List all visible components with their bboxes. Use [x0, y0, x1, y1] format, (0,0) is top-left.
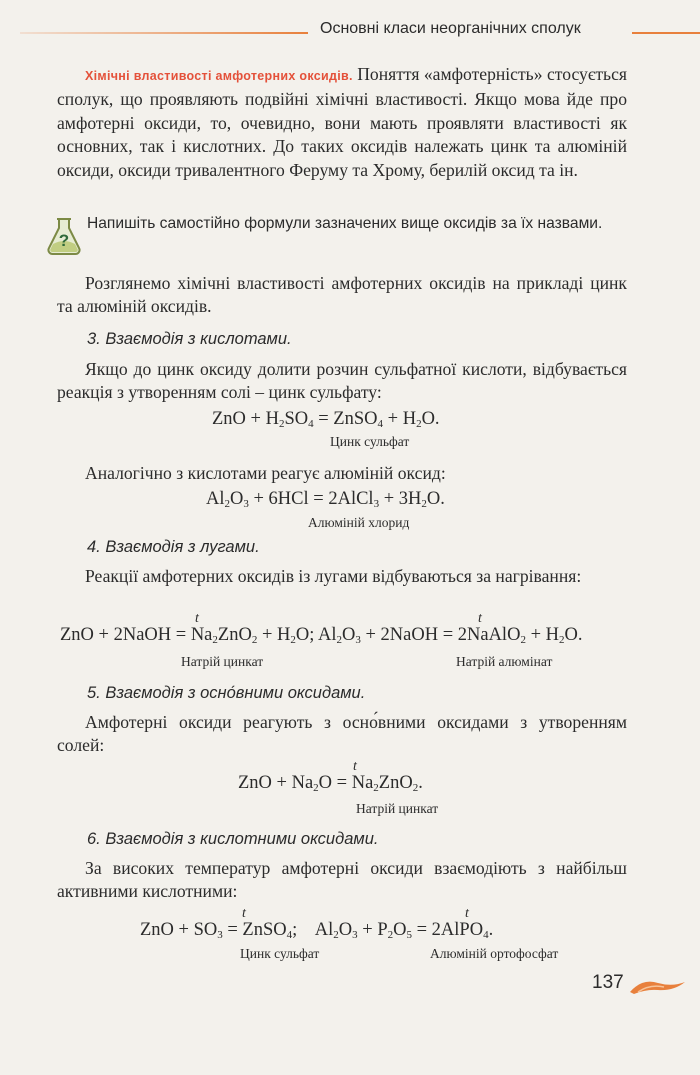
section-6-text: За високих температур амфотерні оксиди взаємодіють з найбільш активними кислотними:	[57, 858, 627, 902]
question-flask-icon	[46, 216, 82, 256]
section-5-heading: 5. Взаємодія з осно́вними оксидами.	[87, 684, 366, 702]
equation-zno-na2o: ZnO + $Na_2O = Na_2ZnO_2$.	[238, 773, 423, 794]
header-rule-left	[20, 32, 308, 34]
page-ornament-icon	[628, 974, 686, 996]
caption-aluminium-orthophosphate: Алюміній ортофосфат	[430, 946, 559, 961]
section-4-heading: 4. Взаємодія з лугами.	[87, 538, 260, 556]
equation-naoh-pair: ZnO + 2NaOH = $Na_2ZnO_2 + H_2O$; $Al_2O_3$ + 2NaOH = 2NaAlO$_2$ + $H_2O$.	[60, 625, 583, 646]
intro-paragraph	[57, 63, 627, 182]
caption-sodium-zincate: Натрій цинкат	[181, 654, 264, 669]
heating-condition: t	[478, 611, 482, 626]
heating-condition: t	[242, 906, 246, 921]
caption-zinc-sulfate: Цинк сульфат	[330, 434, 410, 449]
heating-condition: t	[195, 611, 199, 626]
intro-text: Поняття «амфотерність» стосується сполук, що проявляють подвійні хімічні властивості. Якщо мова йде про амфотерні оксиди, то, очевидно, вони мають проявляти властивості як основних, так і кислотних. До таких оксидів належать цинк та алюміній оксиди, оксиди тривалентного Феруму та Хрому, берилій оксид та ін.	[57, 64, 627, 180]
heating-condition: t	[465, 906, 469, 921]
running-header: Основні класи неорганічних сполук	[320, 20, 581, 37]
consider-paragraph: Розглянемо хімічні властивості амфотерних оксидів на прикладі цинк та алюміній оксидів.	[57, 273, 627, 317]
page-number: 137	[592, 972, 624, 993]
section-6-heading: 6. Взаємодія з кислотними оксидами.	[87, 830, 379, 848]
caption-zinc-sulfate-2: Цинк сульфат	[240, 946, 320, 961]
section-4-text: Реакції амфотерних оксидів із лугами відбуваються за нагрівання:	[85, 566, 582, 586]
section-3-text: Якщо до цинк оксиду долити розчин сульфатної кислоти, відбувається реакція з утворенням солі – цинк сульфату:	[57, 359, 627, 403]
equation-zno-h2so4: ZnO + $H_2SO_4$ = ZnSO$_4$ + $H_2O$.	[212, 409, 440, 430]
caption-aluminium-chloride: Алюміній хлорид	[308, 515, 410, 530]
header-rule-right	[632, 32, 700, 34]
equation-al2o3-hcl: $Al_2O_3 + 6HCl$ = 2AlCl$_3$ + $3H_2O$.	[206, 489, 445, 510]
task-text: Напишіть самостійно формули зазначених вище оксидів за їх назвами.	[87, 215, 603, 232]
section-3-heading: 3. Взаємодія з кислотами.	[87, 330, 292, 348]
equation-acidic-oxides: ZnO + $SO_3$ = ZnSO$_4$; $Al_2O_3 + P_2O_5$ = 2AlPO$_4$.	[140, 920, 494, 941]
section-lead: Хімічні властивості амфотерних оксидів.	[85, 69, 353, 83]
caption-sodium-aluminate: Натрій алюмінат	[456, 654, 553, 669]
section-3-text-2: Аналогічно з кислотами реагує алюміній оксид:	[85, 463, 446, 483]
section-5-text: Амфотерні оксиди реагують з осно́вними оксидами з утворенням солей:	[57, 712, 627, 756]
svg-text:?: ?	[58, 231, 70, 250]
heating-condition: t	[353, 759, 357, 774]
caption-sodium-zincate-2: Натрій цинкат	[356, 801, 439, 816]
